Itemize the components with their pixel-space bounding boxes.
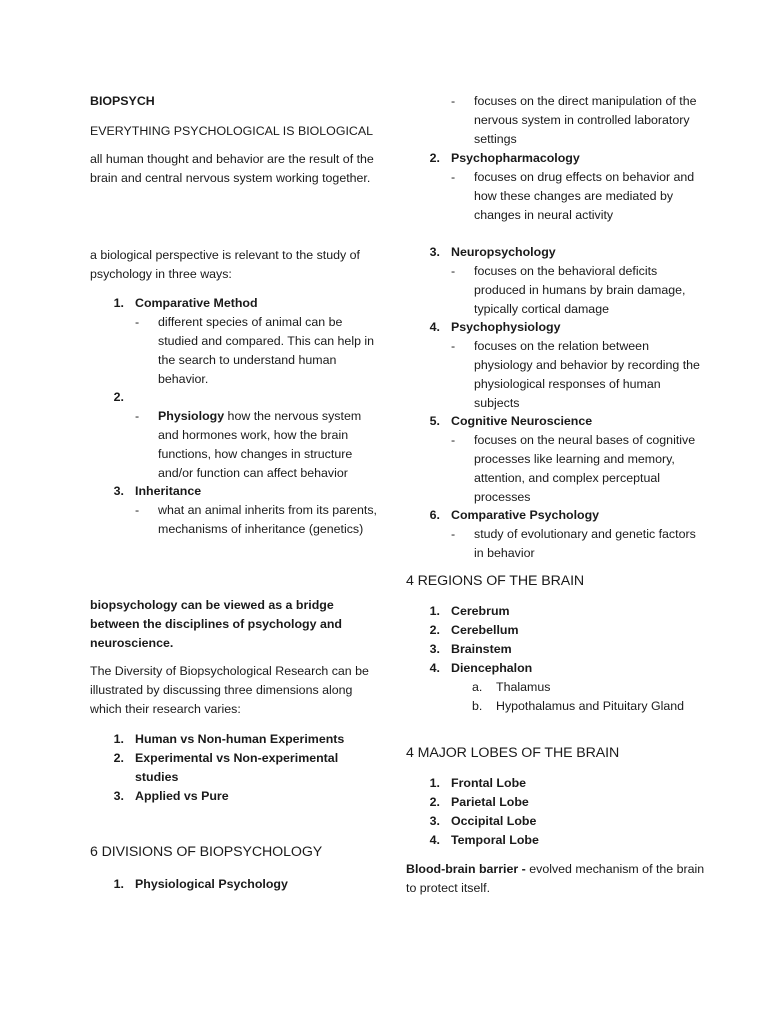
list-number: 1. [429,776,440,790]
list-item: Cerebellum [451,623,519,637]
list-item-title: Psychophysiology [451,320,561,334]
list-item: Frontal Lobe [451,776,527,790]
list-item-description: focuses on drug effects on behavior and how these changes are mediated by changes in neural activity [474,170,695,222]
dash-bullet: - [451,170,456,184]
list-item-description [158,407,380,483]
list-number: 2. [429,151,440,165]
list-number: 3. [113,484,124,498]
list-number: 3. [429,245,440,259]
list-item: Temporal Lobe [451,833,539,847]
sublist-letter: a. [472,680,483,694]
list-number: 4. [429,833,440,847]
list-number: 4. [429,661,440,675]
dash-bullet: - [451,94,456,108]
list-item-text: how the nervous system and hormones work, how the brain functions, how changes in structure and/or function can affect behavior [158,409,362,480]
tagline: EVERYTHING PSYCHOLOGICAL IS BIOLOGICAL [90,124,373,138]
list-item: Brainstem [451,642,512,656]
list-item: Parietal Lobe [451,795,529,809]
diversity-paragraph: The Diversity of Biopsychological Research can be illustrated by discussing three dimensions along which their research varies: [90,664,369,716]
list-item-title: Inheritance [135,484,202,498]
intro-paragraph: all human thought and behavior are the result of the brain and central nervous system working together. [90,152,374,185]
list-item: Applied vs Pure [135,789,229,803]
list-number: 6. [429,508,440,522]
sublist-letter: b. [472,699,483,713]
list-number: 2. [429,795,440,809]
list-item-title: Comparative Psychology [451,508,600,522]
list-number: 3. [429,814,440,828]
list-number: 2. [113,751,124,765]
lobes-list [406,774,706,854]
list-item-title: Neuropsychology [451,245,556,259]
list-item-description: different species of animal can be studied and compared. This can help in the search to understand human behavior. [158,315,375,386]
divisions-heading: 6 DIVISIONS OF BIOPSYCHOLOGY [90,844,323,860]
list-item-description: focuses on the relation between physiology and behavior by recording the physiological responses of human subjects [474,339,700,410]
list-item-title: Psychopharmacology [451,151,580,165]
bridge-statement: biopsychology can be viewed as a bridge between the disciplines of psychology and neuroscience. [90,598,342,650]
list-number: 3. [113,789,124,803]
list-item-description: what an animal inherits from its parents, mechanisms of inheritance (genetics) [158,503,377,536]
list-item-title: Comparative Method [135,296,258,310]
list-item-title: Cognitive Neuroscience [451,414,593,428]
regions-list [406,602,706,742]
ways-list [90,294,380,564]
perspective-paragraph: a biological perspective is relevant to the study of psychology in three ways: [90,248,360,281]
definition-term: Blood-brain barrier - [406,862,526,876]
sublist-item: Thalamus [496,680,551,694]
dash-bullet: - [451,339,456,353]
dash-bullet: - [135,409,140,423]
list-item-title: Physiological Psychology [135,877,288,891]
list-item: Experimental vs Non-experimental studies [135,751,339,784]
list-item: Human vs Non-human Experiments [135,732,345,746]
list-item-description: focuses on the neural bases of cognitive processes like learning and memory, attention, and complex perceptual processes [474,433,696,504]
list-number: 1. [429,604,440,618]
list-number: 2. [113,390,124,404]
list-number: 3. [429,642,440,656]
blood-brain-barrier-paragraph [406,860,706,898]
dash-bullet: - [135,503,140,517]
list-item-description: focuses on the behavioral deficits produced in humans by brain damage, typically cortical damage [474,264,686,316]
dimensions-list [90,730,380,810]
document-title: BIOPSYCH [90,94,155,108]
dash-bullet: - [451,264,456,278]
dash-bullet: - [135,315,140,329]
list-item: Cerebrum [451,604,510,618]
regions-heading: 4 REGIONS OF THE BRAIN [406,573,585,589]
list-item-description: study of evolutionary and genetic factors in behavior [474,527,696,560]
list-item: Occipital Lobe [451,814,537,828]
lobes-heading: 4 MAJOR LOBES OF THE BRAIN [406,745,620,761]
list-item-description: focuses on the direct manipulation of the nervous system in controlled laboratory settings [474,94,697,146]
list-number: 1. [113,732,124,746]
definition-text: evolved mechanism of the brain to protect itself. [406,862,705,895]
list-item: Diencephalon [451,661,533,675]
division-item [90,875,380,895]
divisions-list [406,92,706,572]
list-number: 2. [429,623,440,637]
list-item-title: Physiology [158,409,225,423]
dash-bullet: - [451,527,456,541]
list-number: 4. [429,320,440,334]
list-number: 1. [113,877,124,891]
list-number: 1. [113,296,124,310]
dash-bullet: - [451,433,456,447]
sublist-item: Hypothalamus and Pituitary Gland [496,699,685,713]
list-number: 5. [429,414,440,428]
